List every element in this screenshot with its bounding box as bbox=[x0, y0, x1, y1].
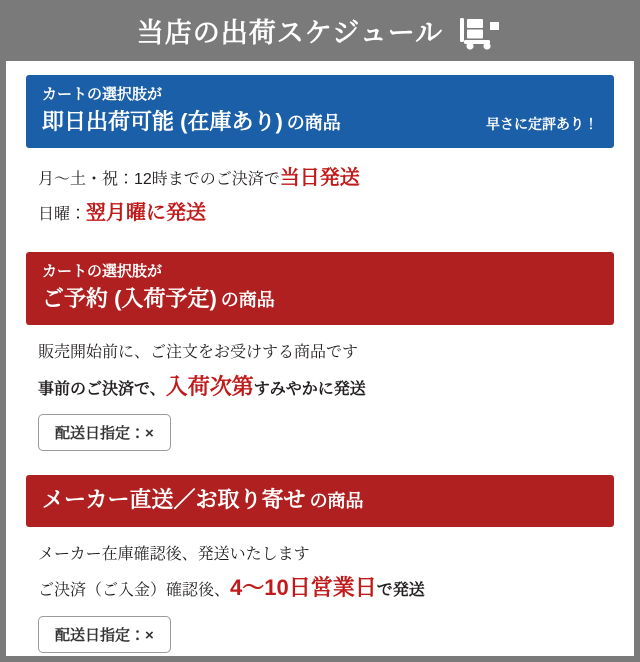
detail-line bbox=[38, 199, 602, 228]
band-title bbox=[42, 485, 598, 515]
section-band-maker-direct bbox=[26, 475, 614, 527]
page-title: 当店の出荷スケジュール bbox=[136, 17, 444, 48]
delivery-date-tag: 配送日指定：× bbox=[38, 414, 171, 451]
band-title-strong: ご予約 (入荷予定) bbox=[42, 285, 217, 311]
section-band-reservation bbox=[26, 252, 614, 325]
section-details-in-stock bbox=[26, 158, 614, 236]
detail-text: 月～土・祝：12時までのご決済で bbox=[38, 171, 280, 189]
detail-line bbox=[38, 341, 602, 364]
detail-text-trailing: で発送 bbox=[376, 582, 425, 600]
delivery-truck-icon bbox=[457, 16, 503, 50]
detail-text-trailing: すみやかに発送 bbox=[253, 380, 366, 398]
detail-text: 日曜： bbox=[38, 206, 87, 224]
section-details-maker-direct bbox=[26, 537, 614, 655]
detail-line bbox=[38, 164, 602, 193]
band-title-suffix: の商品 bbox=[309, 491, 364, 512]
band-subtitle: カートの選択肢が bbox=[42, 86, 163, 103]
band-title bbox=[42, 284, 598, 314]
delivery-date-tag: 配送日指定：× bbox=[38, 616, 171, 653]
section-details-reservation bbox=[26, 335, 614, 453]
detail-emphasis: 当日発送 bbox=[279, 167, 360, 190]
page-header bbox=[6, 5, 634, 61]
detail-text: ご決済（ご入金）確認後、 bbox=[38, 582, 231, 600]
detail-line bbox=[38, 543, 602, 566]
section-reservation bbox=[26, 252, 614, 453]
detail-emphasis: 4～10日営業日 bbox=[230, 575, 377, 601]
detail-text: メーカー在庫確認後、発送いたします bbox=[38, 546, 310, 564]
band-note-badge: 早さに定評あり！ bbox=[486, 116, 598, 133]
band-title-suffix: の商品 bbox=[286, 112, 341, 133]
detail-emphasis: 入荷次第 bbox=[165, 373, 254, 399]
section-maker-direct bbox=[26, 475, 614, 655]
band-subtitle: カートの選択肢が bbox=[42, 263, 163, 281]
content-area bbox=[6, 61, 634, 655]
band-title-strong: 即日出荷可能 (在庫あり) bbox=[42, 108, 283, 134]
detail-text: 販売開始前に、ご注文をお受けする商品です bbox=[38, 344, 359, 362]
band-title-strong: メーカー直送／お取り寄せ bbox=[42, 487, 306, 513]
detail-line bbox=[38, 371, 602, 403]
detail-line bbox=[38, 572, 602, 604]
band-title-suffix: の商品 bbox=[220, 289, 275, 310]
section-in-stock bbox=[26, 75, 614, 236]
section-band-in-stock bbox=[26, 75, 614, 148]
detail-text: 事前のご決済で、 bbox=[38, 380, 166, 398]
detail-emphasis: 翌月曜に発送 bbox=[86, 202, 207, 225]
